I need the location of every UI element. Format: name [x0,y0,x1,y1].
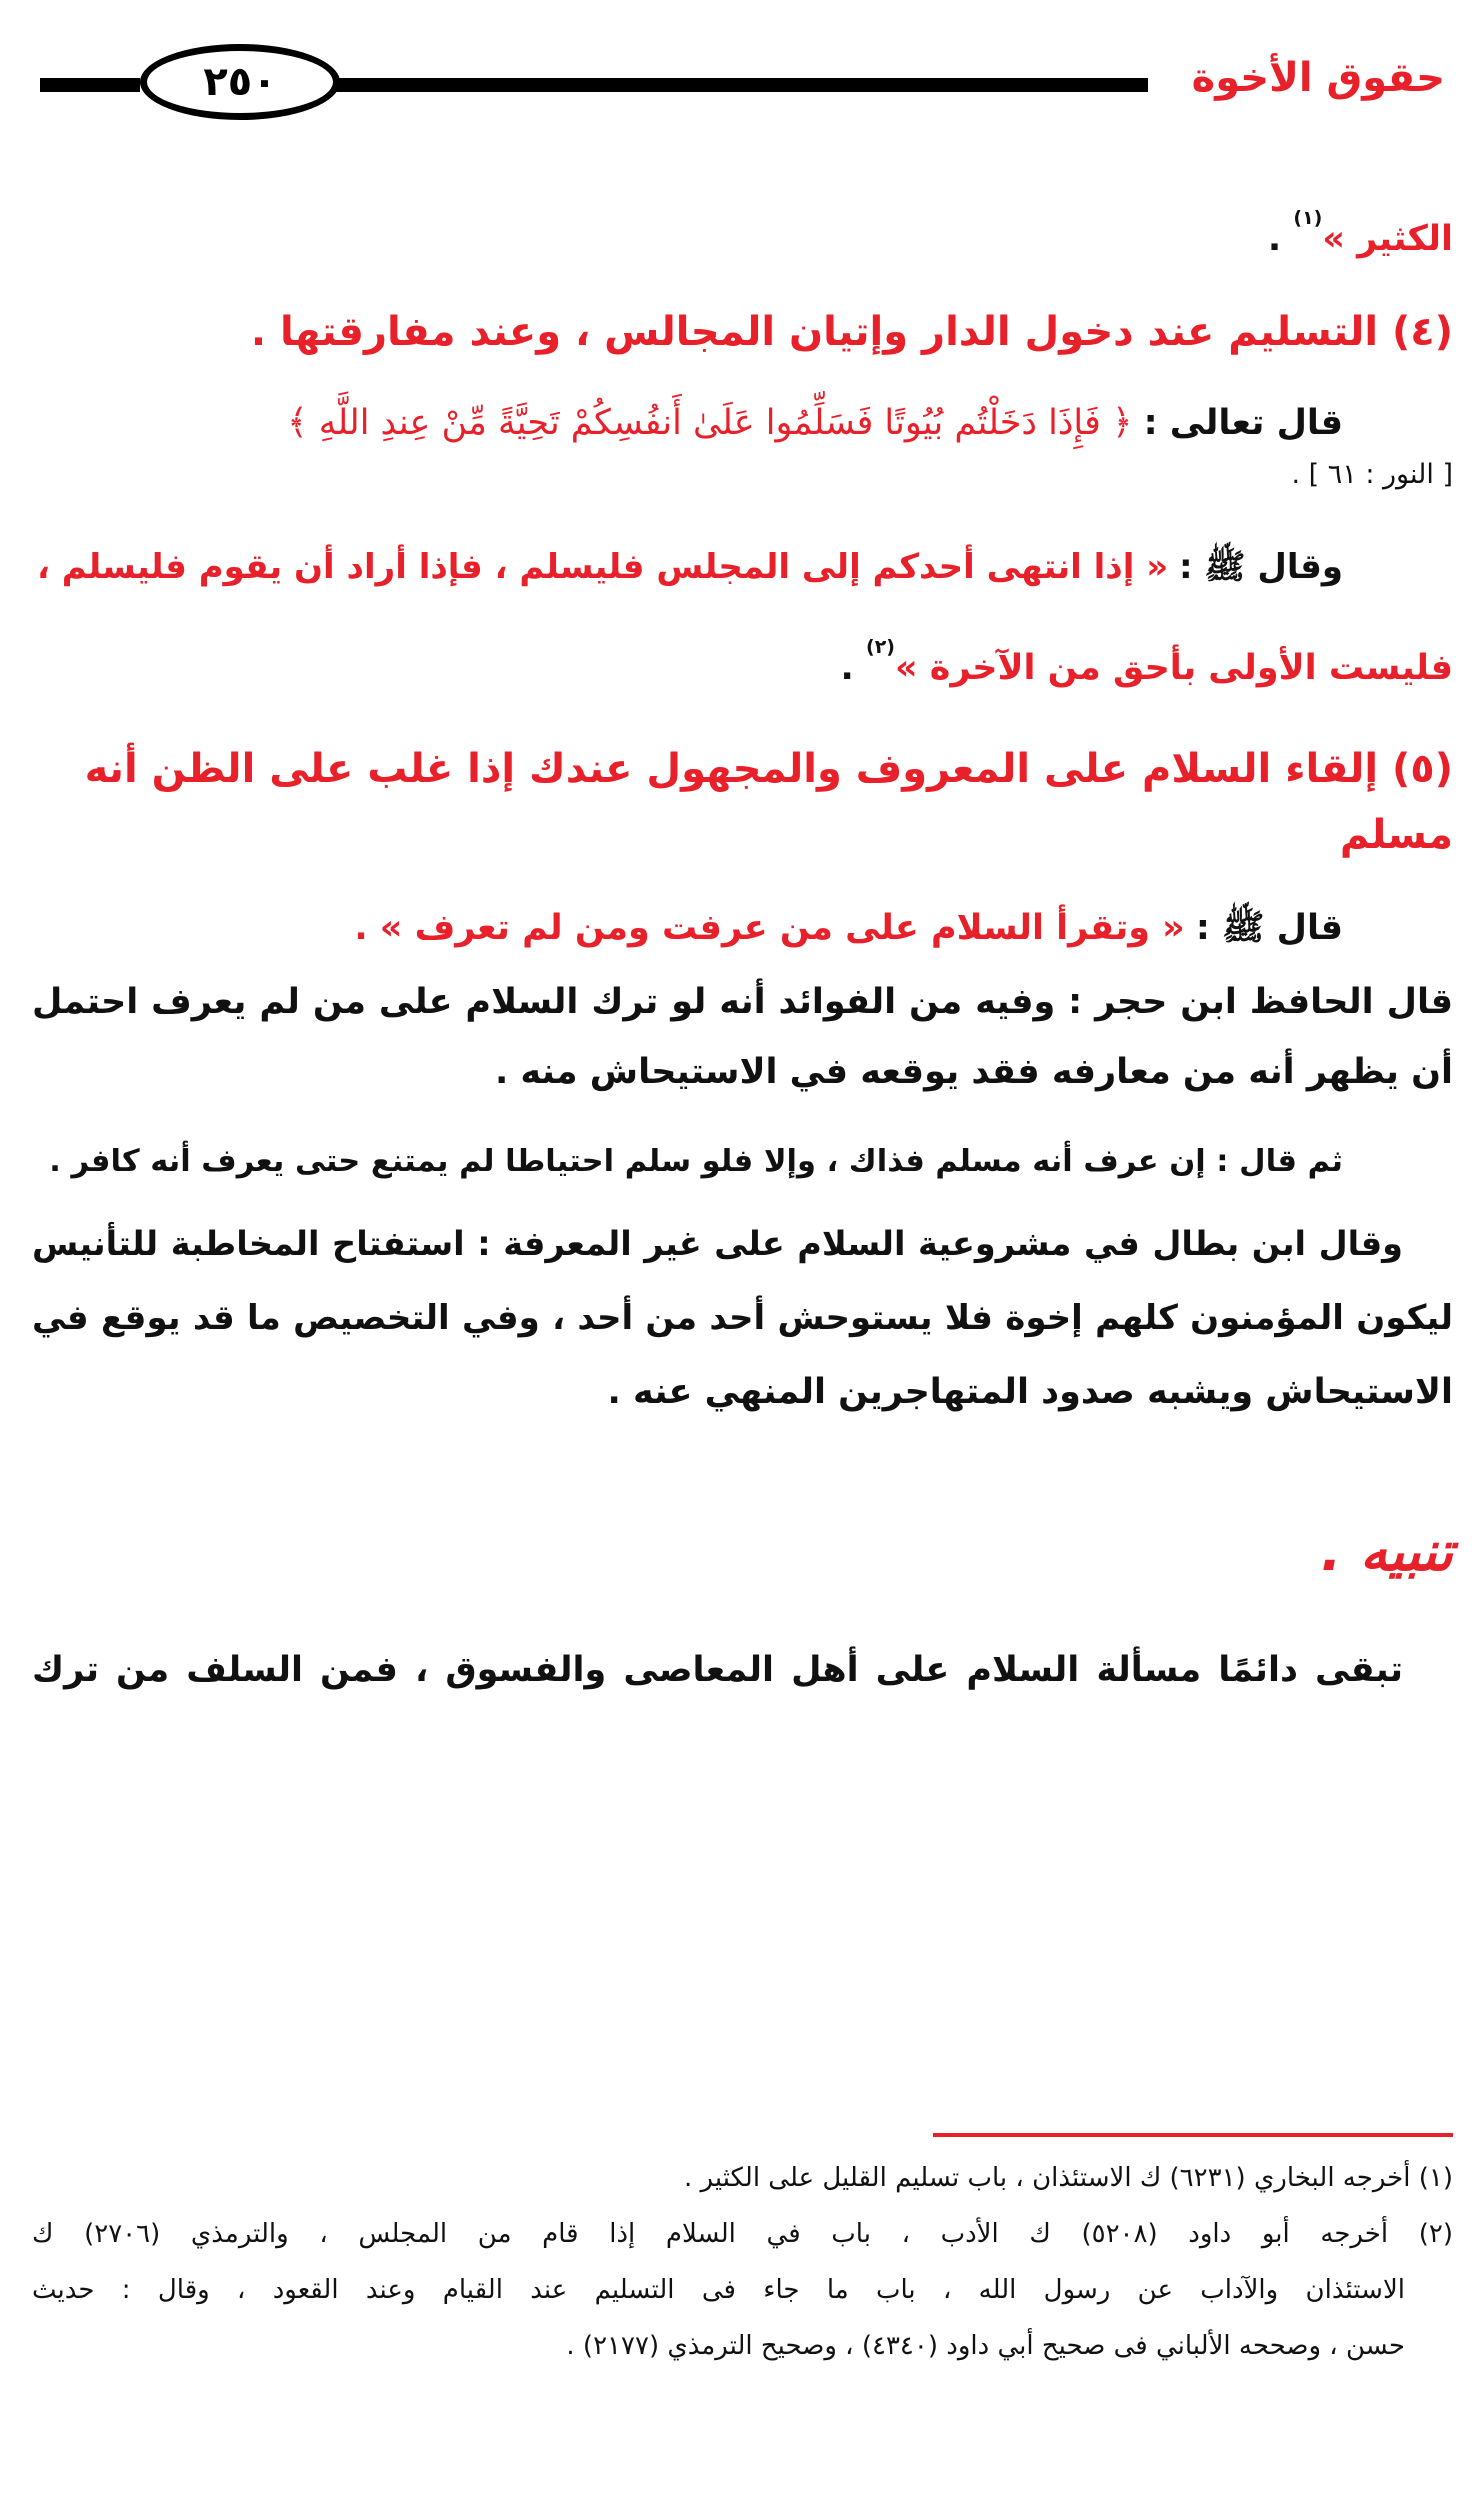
period: . [1267,219,1282,259]
footnote-2-line-2: الاستئذان والآداب عن رسول الله ، باب ما جاء فى التسليم عند القيام وعند القعود ، وقال : حديث [32,2275,1405,2305]
section-heading-5-line-1: (٥) إلقاء السلام على المعروف والمجهول عندك إذا غلب على الظن أنه [84,746,1453,792]
paragraph-tanbih [32,1640,1453,1700]
header-rule [278,78,1148,92]
paragraph-ibn-battal [32,1214,1453,1422]
section-heading-4: (٤) التسليم عند دخول الدار وإتيان المجالس ، وعند مفارقتها . [250,309,1453,355]
hadith-1-line-1 [32,537,1453,597]
tanbih-heading: تنبيه . [1320,1520,1453,1583]
paragraph-line: أن يظهر أنه من معارفه فقد يوقعه في الاستيحاش منه . [494,1052,1453,1092]
paragraph-thumma-qala [32,1132,1453,1192]
hadith-1-text: « إذا انتهى أحدكم إلى المجلس فليسلم ، فإذا أراد أن يقوم فليسلم ، [36,547,1169,587]
running-title: حقوق الأخوة [1191,55,1445,101]
paragraph-line: ثم قال : إن عرف أنه مسلم فذاك ، وإلا فلو سلم احتياطا لم يمتنع حتى يعرف أنه كافر . [49,1144,1343,1179]
footnotes [32,2150,1453,2374]
hadith-1-intro: وقال ﷺ : [1178,547,1343,587]
hadith-2-intro: قال ﷺ : [1195,908,1343,948]
period: . [840,648,854,688]
paragraph-line: الاستيحاش ويشبه صدود المتهاجرين المنهي عنه . [607,1372,1453,1412]
hadith-2 [32,898,1453,958]
header-rule-left [40,78,140,92]
footnote-marker: (٢) [866,636,895,658]
paragraph-ibn-hajar [32,972,1453,1102]
hadith-1-text-cont: فليست الأولى بأحق من الآخرة » [894,648,1453,688]
quran-citation [32,393,1453,453]
footnote-divider [933,2133,1453,2137]
footnote-2-line-3: حسن ، وصححه الألباني فى صحيح أبي داود (٤٣٤٠) ، وصحيح الترمذي (٢١٧٧) . [566,2331,1405,2361]
paragraph-line: تبقى دائمًا مسألة السلام على أهل المعاصى والفسوق ، فمن السلف من ترك [32,1650,1403,1690]
hadith-2-text: « وتقرأ السلام على من عرفت ومن لم تعرف » . [354,908,1185,948]
section-heading-5 [32,736,1453,868]
quran-reference: [ النور : ٦١ ] . [1291,459,1453,490]
paragraph-line: ليكون المؤمنون كلهم إخوة فلا يستوحش أحد من أحد ، وفي التخصيص ما قد يوقع في [32,1298,1453,1338]
paragraph-line: قال الحافظ ابن حجر : وفيه من الفوائد أنه لو ترك السلام على من لم يعرف احتمل [32,982,1453,1022]
quran-intro: قال تعالى : [1143,403,1343,443]
paragraph-line: وقال ابن بطال في مشروعية السلام على غير المعرفة : استفتاح المخاطبة للتأنيس [32,1224,1403,1263]
continued-line [32,188,1453,269]
section-heading-5-line-2: مسلم [1339,812,1453,858]
footnote-2-line-1: (٢) أخرجه أبو داود (٥٢٠٨) ك الأدب ، باب في السلام إذا قام من المجلس ، والترمذي (٢٧٠٦) ك [32,2219,1453,2249]
quran-verse: ﴿ فَإِذَا دَخَلْتُم بُيُوتًا فَسَلِّمُوا عَلَىٰ أَنفُسِكُمْ تَحِيَّةً مِّنْ عِندِ اللَّهِ ﴾ [287,403,1133,443]
page-body [32,170,1453,1700]
footnote-1: (١) أخرجه البخاري (٦٢٣١) ك الاستئذان ، باب تسليم القليل على الكثير . [683,2163,1453,2193]
footnote-marker: (١) [1293,207,1323,229]
hadith-1-line-2 [32,617,1453,698]
page-header [40,40,1453,120]
continued-text: الكثير » [1322,219,1453,259]
page-number: ٢٥٠ [140,44,340,120]
